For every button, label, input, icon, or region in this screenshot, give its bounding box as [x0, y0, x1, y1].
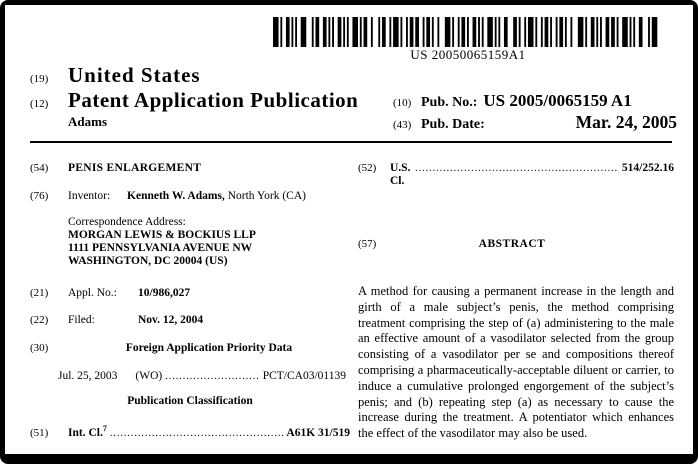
priority-number: PCT/CA03/01139 [262, 370, 346, 382]
publication-classification-heading: Publication Classification [127, 395, 253, 407]
pub-no-label: Pub. No.: [421, 95, 478, 110]
code-76: (76) [30, 190, 49, 202]
right-column [358, 153, 674, 442]
invention-title: PENIS ENLARGEMENT [68, 162, 202, 174]
filed-value: Nov. 12, 2004 [138, 314, 204, 326]
dot-leader [415, 162, 619, 175]
correspondence-label: Correspondence Address: [68, 216, 186, 228]
pub-no-value: US 2005/0065159 A1 [483, 91, 632, 110]
foreign-priority-entry [30, 370, 350, 383]
appl-no-row [30, 287, 350, 300]
code-21: (21) [30, 287, 49, 299]
filed-row [30, 314, 350, 327]
int-cl-superscript: 7 [102, 424, 107, 433]
us-cl-row [358, 162, 674, 188]
barcode-number: US 20050065159A1 [410, 47, 526, 62]
kind-code-43: (43) [393, 119, 412, 131]
correspondence-line: 1111 PENNSYLVANIA AVENUE NW [68, 242, 253, 254]
abstract-heading-row [358, 238, 674, 251]
inventor-location: North York (CA) [227, 190, 306, 202]
barcode-icon [273, 17, 661, 47]
appl-no-label: Appl. No.: [68, 287, 117, 299]
foreign-priority-row [30, 342, 350, 355]
correspondence-line: WASHINGTON, DC 20004 (US) [68, 255, 228, 267]
priority-office: (WO) [135, 370, 163, 382]
pub-date-label: Pub. Date: [421, 117, 485, 132]
inventor-row [30, 190, 350, 203]
inventor-name: Kenneth W. Adams, [127, 190, 225, 202]
title-row [30, 162, 350, 175]
code-57: (57) [358, 238, 377, 250]
header-left [30, 63, 358, 130]
code-54: (54) [30, 162, 49, 174]
appl-no-value: 10/986,027 [138, 287, 191, 299]
left-column [30, 153, 350, 440]
abstract-text: A method for causing a permanent increase in the length and girth of a male subject’s penis, the method comprising treatment comprising the step of (a) administering to the male an effective amount of a vasodilator selected from the group consisting of a vasodilator per se and compositions thereof comprising a pharmaceutically-acceptable diluent or carrier, to induce a cumulative prolonged engorgement of the subject’s penis; and (b) repeating step (a) as necessary to cause the increase during the treatment. A potentiator which enhances the effect of the vasodilator may also be used. [358, 284, 674, 441]
correspondence-block [68, 216, 350, 268]
us-cl-label: U.S. Cl. [390, 162, 411, 187]
code-51: (51) [30, 426, 49, 439]
kind-code-10: (10) [393, 97, 412, 109]
document-type: Patent Application Publication [68, 88, 359, 112]
us-cl-value: 514/252.16 [621, 162, 674, 174]
header-right [393, 91, 677, 133]
correspondence-line: MORGAN LEWIS & BOCKIUS LLP [68, 229, 256, 241]
code-30: (30) [30, 342, 49, 354]
country-name: United States [68, 63, 201, 87]
header-divider [30, 141, 672, 143]
dot-leader [110, 427, 284, 440]
patent-front-page [5, 5, 693, 454]
code-22: (22) [30, 314, 49, 326]
barcode-block [273, 17, 663, 63]
kind-code-12: (12) [30, 98, 49, 110]
abstract-heading: ABSTRACT [478, 238, 546, 250]
int-cl-row [30, 422, 350, 440]
inventor-label: Inventor: [68, 190, 111, 202]
dot-leader [165, 370, 259, 383]
applicant-name: Adams [68, 114, 108, 129]
int-cl-value: A61K 31/519 [286, 426, 350, 439]
priority-date: Jul. 25, 2003 [58, 370, 118, 382]
int-cl-label: Int. Cl. [68, 426, 103, 439]
filed-label: Filed: [68, 314, 95, 326]
pub-date-value: Mar. 24, 2005 [575, 112, 677, 132]
foreign-priority-heading: Foreign Application Priority Data [125, 342, 293, 354]
kind-code-19: (19) [30, 73, 49, 85]
code-52: (52) [358, 162, 377, 174]
